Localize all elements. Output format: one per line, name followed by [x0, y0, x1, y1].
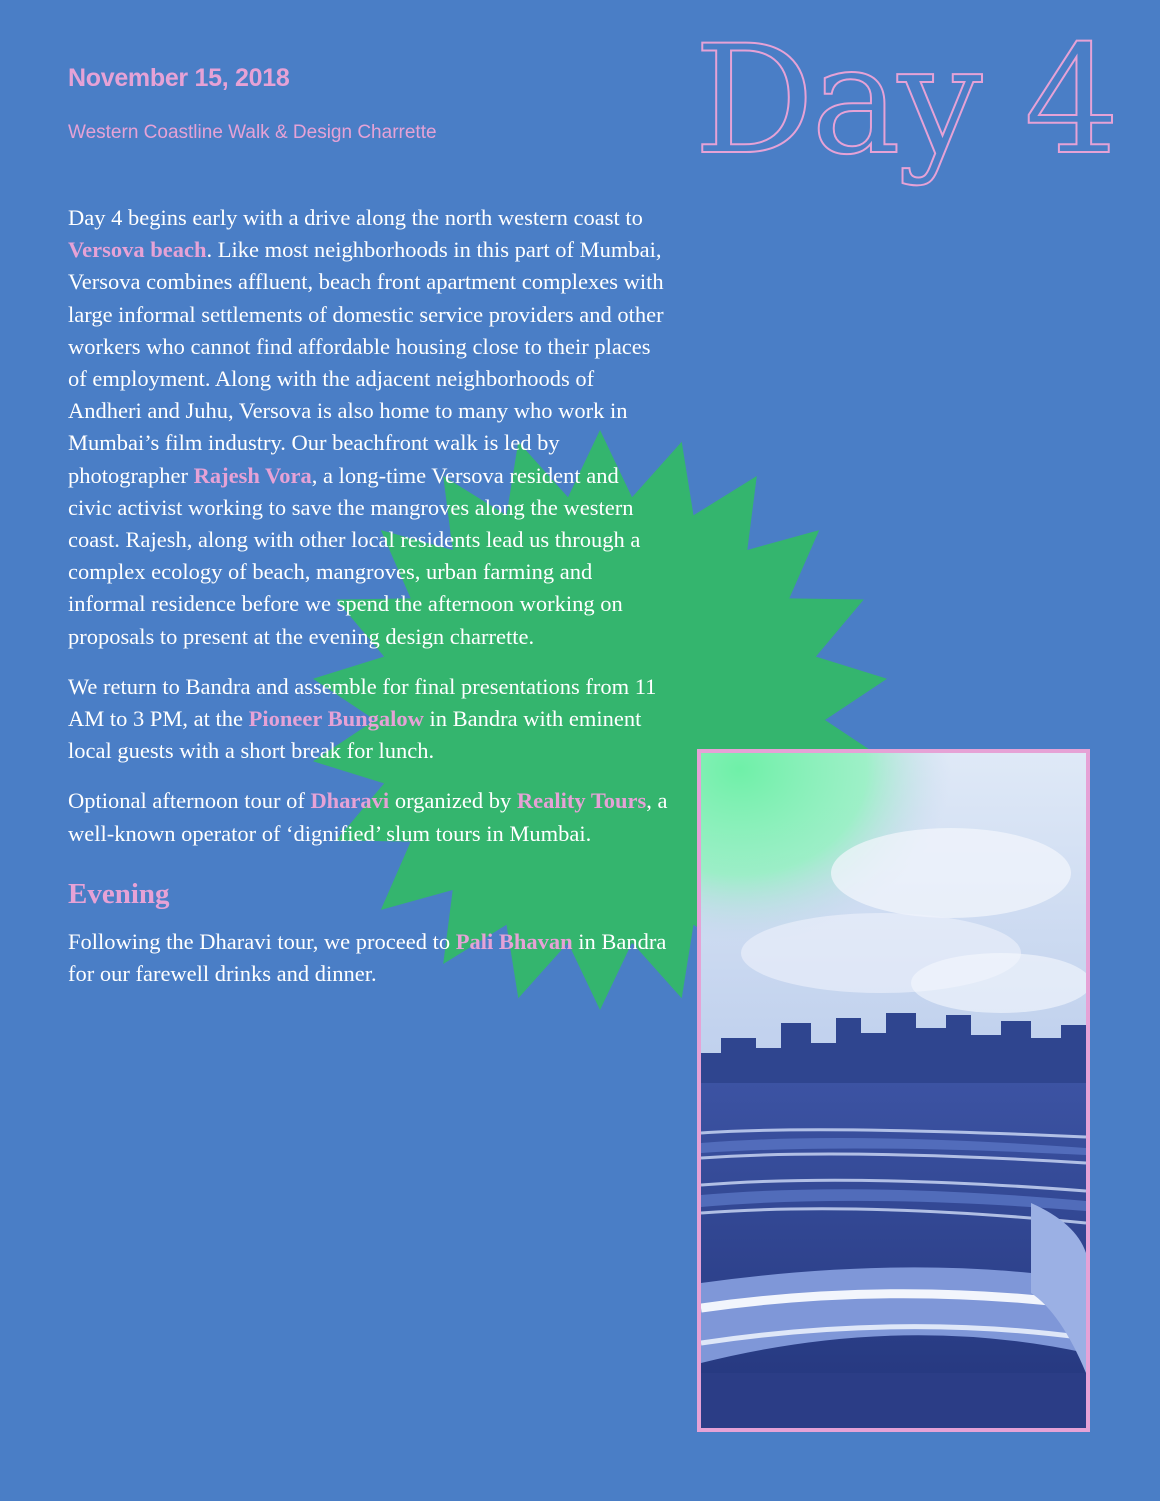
link-pioneer-bungalow[interactable]: Pioneer Bungalow [248, 706, 424, 732]
paragraph-dharavi-tour [68, 785, 668, 849]
photo-illustration [701, 753, 1086, 1428]
text-run: , a long-time Versova resident and civic activist working to save the mangroves along the western coast. Rajesh, along with other local residents lead us through a complex ecology of beach, mangroves, urban farming and informal residence before we spend the afternoon working on proposals to present at the evening design charrette. [68, 462, 641, 649]
event-date: November 15, 2018 [68, 64, 290, 92]
text-run: organized by [389, 788, 517, 814]
link-dharavi[interactable]: Dharavi [310, 788, 390, 814]
text-run: Following the Dharavi tour, we proceed to [68, 928, 456, 954]
text-run: . Like most neighborhoods in this part of Mumbai, Versova combines affluent, beach front apartment complexes with large informal settlements of domestic service providers and other workers who cannot find affordable housing close to their places of employment. Along with the adjacent neighborhoods of Andheri and Juhu, Versova is also home to many who work in Mumbai’s film industry. Our beachfront walk is led by photographer [68, 237, 664, 488]
main-content [68, 202, 668, 1008]
text-run: in Bandra for our farewell drinks and dinner. [68, 928, 667, 987]
link-reality-tours[interactable]: Reality Tours [516, 788, 647, 814]
link-versova-beach[interactable]: Versova beach [68, 237, 207, 263]
text-run: Optional afternoon tour of [68, 788, 311, 814]
event-subtitle: Western Coastline Walk & Design Charrette [68, 122, 437, 143]
beach-boats-photo [697, 749, 1090, 1432]
text-run: We return to Bandra and assemble for final presentations from 11 AM to 3 PM, at the [68, 673, 657, 732]
day-title: Day 4 [694, 14, 1117, 188]
paragraph-intro [68, 202, 668, 653]
evening-heading: Evening [68, 877, 170, 910]
link-pali-bhavan[interactable]: Pali Bhavan [455, 928, 573, 954]
link-rajesh-vora[interactable]: Rajesh Vora [193, 462, 312, 488]
text-run: Day 4 begins early with a drive along the north western coast to [68, 205, 643, 230]
paragraph-evening [68, 926, 668, 990]
paragraph-presentations [68, 671, 668, 768]
text-run: in Bandra with eminent local guests with a short break for lunch. [68, 706, 642, 764]
text-run: , a well-known operator of ‘dignified’ slum tours in Mumbai. [68, 788, 668, 846]
